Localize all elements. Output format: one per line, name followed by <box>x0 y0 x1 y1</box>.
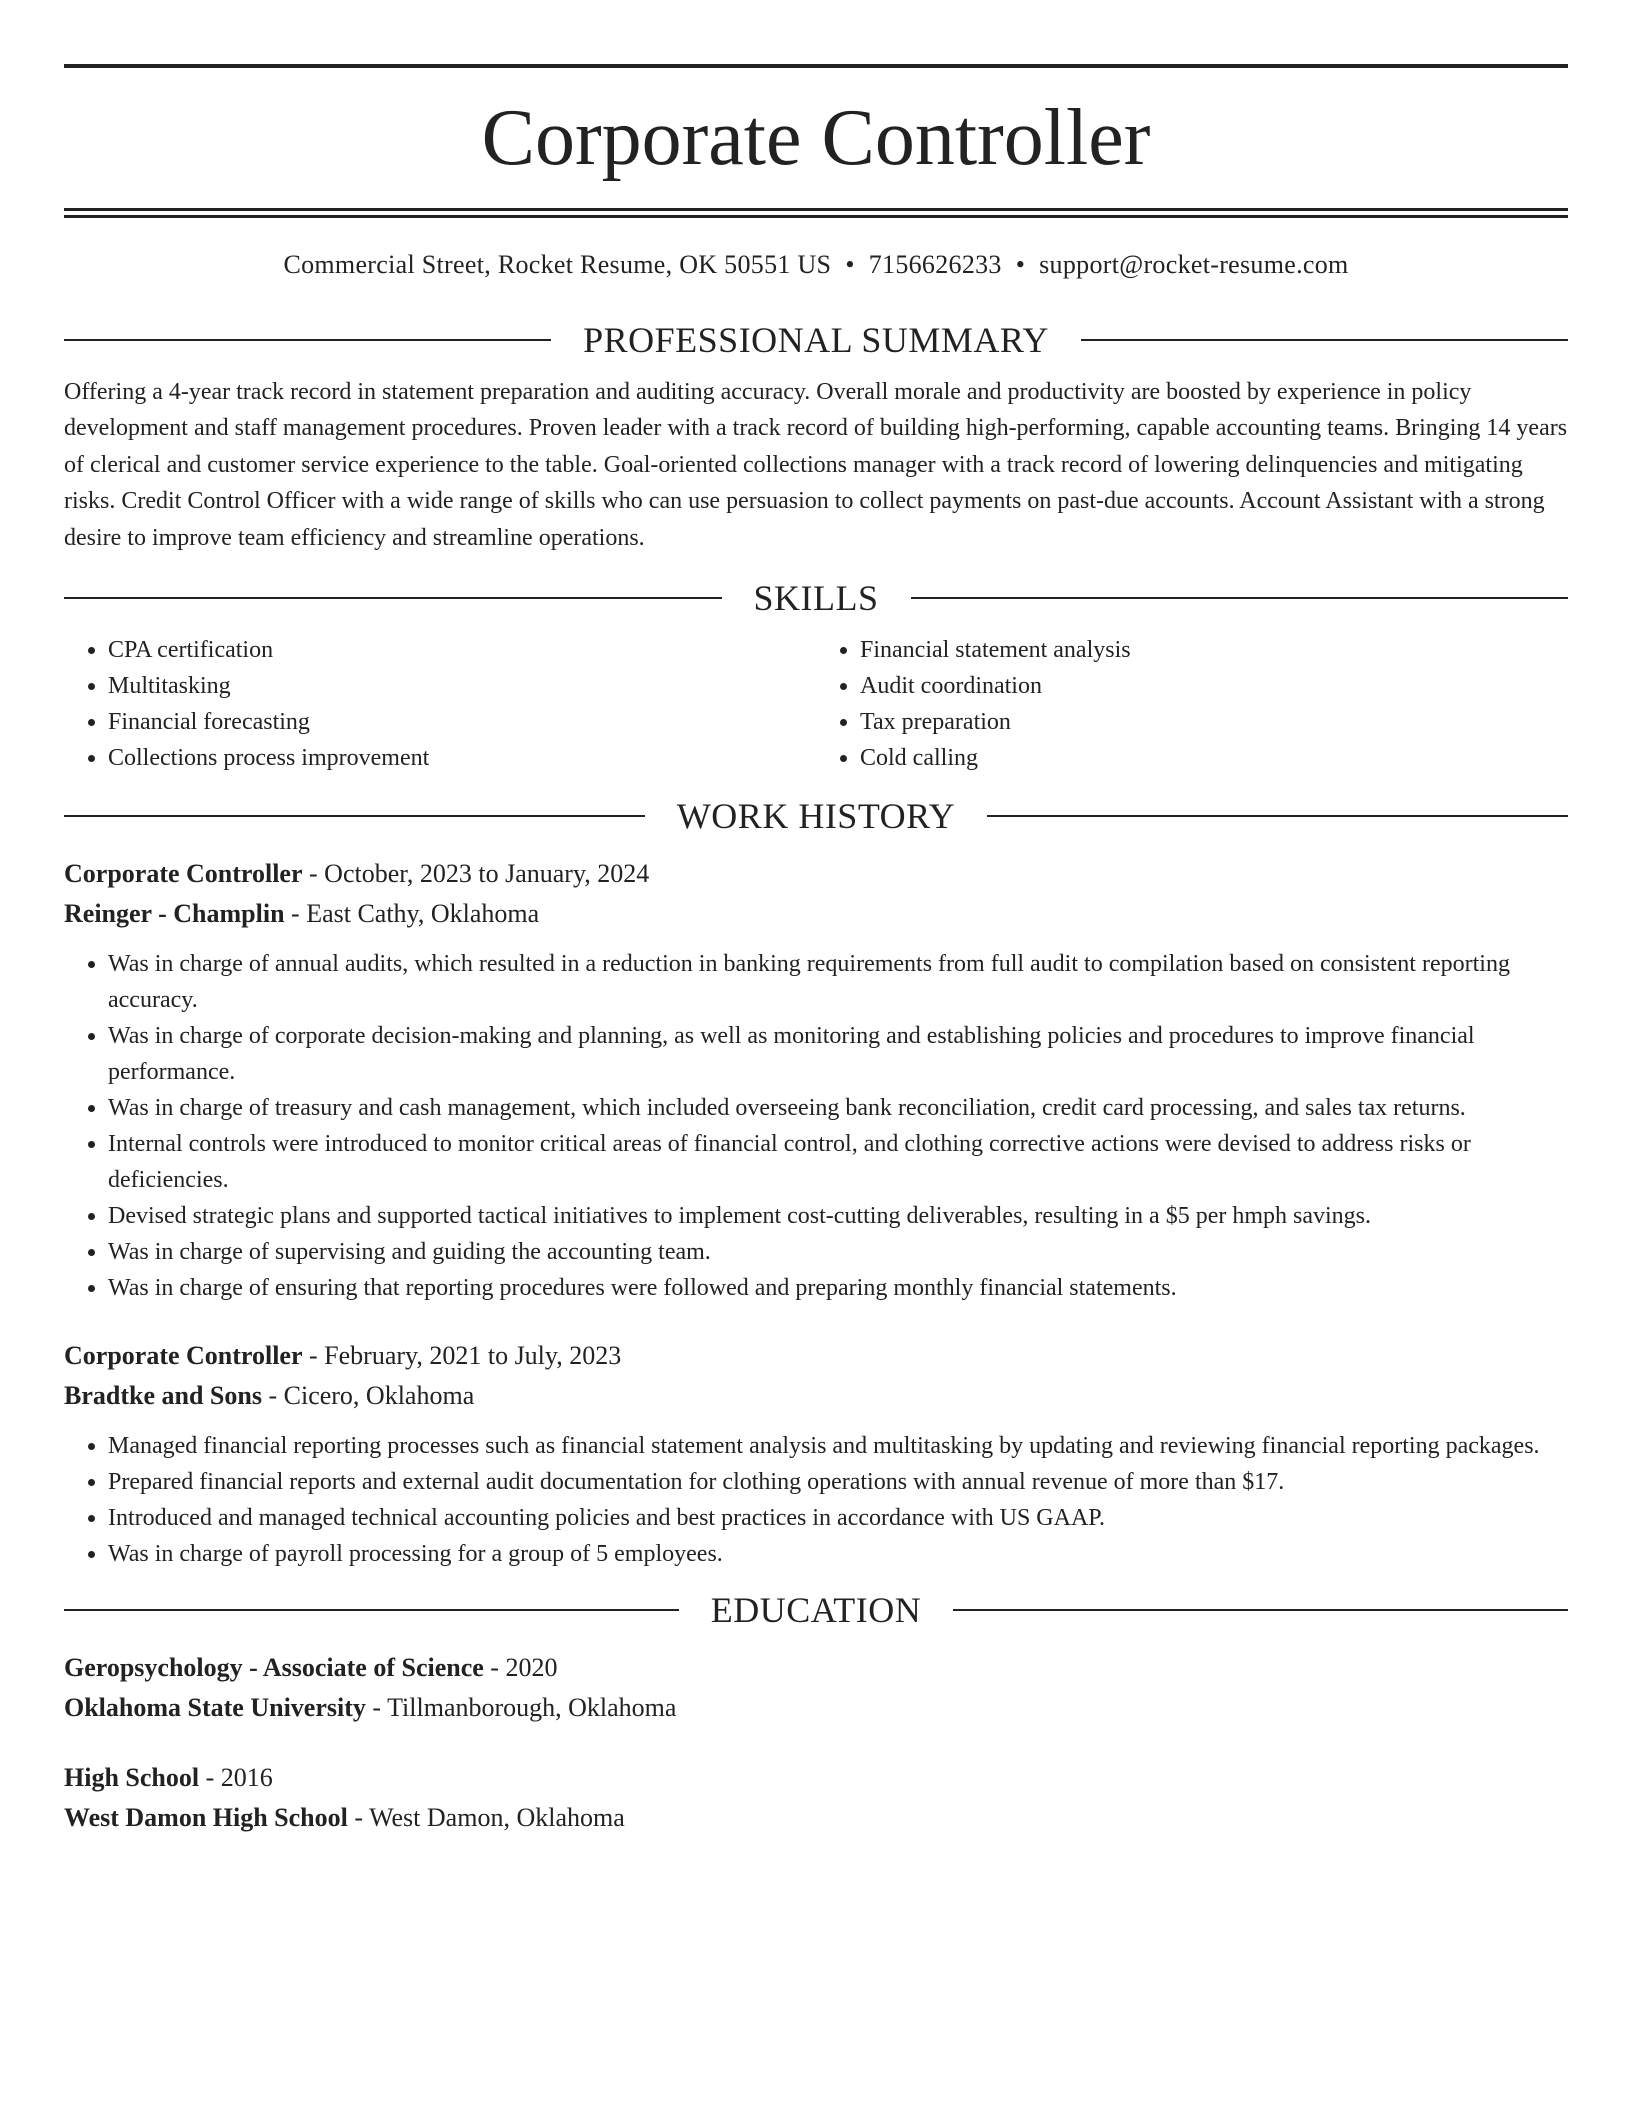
education-heading <box>64 1588 1568 1632</box>
resume-page <box>64 64 1568 1838</box>
job-company: Reinger - Champlin <box>64 899 285 929</box>
heading-rule <box>64 1609 679 1611</box>
education-school-line <box>64 1688 1568 1728</box>
education-degree: High School <box>64 1763 200 1793</box>
job-bullets <box>64 946 1568 1306</box>
job-bullet: • Was in charge of treasury and cash management, which included overseeing bank reconciliation, credit card processing, and sales tax returns. <box>108 1090 1568 1126</box>
resume-name: Corporate Controller <box>481 94 1151 182</box>
contact-line <box>64 250 1568 280</box>
job-location: - Cicero, Oklahoma <box>261 1381 475 1411</box>
education-location: - West Damon, Oklahoma <box>347 1803 625 1833</box>
job-entry <box>64 1336 1568 1572</box>
work-heading <box>64 794 1568 838</box>
job-title-line <box>64 854 1568 894</box>
job-bullet: • Devised strategic plans and supported tactical initiatives to implement cost-cutting deliverables, resulting in a $5 per hmph savings. <box>108 1198 1568 1234</box>
summary-text: Offering a 4-year track record in statement preparation and auditing accuracy. Overall morale and productivity are boosted by experience in policy development and staff management procedures. Proven leader with a track record of building high-performing, capable accounting teams. Bringing 14 years of clerical and customer service experience to the table. Goal-oriented collections manager with a track record of lowering delinquencies and mitigating risks. Credit Control Officer with a wide range of skills who can use persuasion to collect payments on past-due accounts. Account Assistant with a strong desire to improve team efficiency and streamline operations. <box>64 379 1568 551</box>
job-bullet: • Introduced and managed technical accounting policies and best practices in accordance with US GAAP. <box>108 1500 1568 1536</box>
heading-rule <box>987 815 1568 817</box>
education-location: - Tillmanborough, Oklahoma <box>365 1693 677 1723</box>
summary-title: PROFESSIONAL SUMMARY <box>583 320 1049 360</box>
contact-separator: • <box>1015 250 1026 279</box>
contact-address: Commercial Street, Rocket Resume, OK 50551 US <box>283 250 832 279</box>
education-year: - 2016 <box>199 1763 273 1793</box>
heading-rule <box>64 339 551 341</box>
education-year: - 2020 <box>483 1653 558 1683</box>
education-entry <box>64 1648 1568 1728</box>
contact-phone: 7156626233 <box>868 250 1002 279</box>
skill-item: • Collections process improvement <box>108 740 816 776</box>
job-bullet: • Internal controls were introduced to monitor critical areas of financial control, and clothing corrective actions were devised to address risks or deficiencies. <box>108 1126 1568 1198</box>
education-entry <box>64 1758 1568 1838</box>
education-degree-line <box>64 1648 1568 1688</box>
heading-rule <box>1081 339 1568 341</box>
job-entry <box>64 854 1568 1306</box>
job-bullet: • Managed financial reporting processes such as financial statement analysis and multitasking by updating and reviewing financial reporting packages. <box>108 1428 1568 1464</box>
skill-item: • Multitasking <box>108 668 816 704</box>
skills-heading <box>64 576 1568 620</box>
job-location: - East Cathy, Oklahoma <box>284 899 540 929</box>
job-bullet: • Was in charge of supervising and guiding the accounting team. <box>108 1234 1568 1270</box>
skill-item: • CPA certification <box>108 632 816 668</box>
education-school: West Damon High School <box>64 1803 348 1833</box>
skill-item: • Financial statement analysis <box>860 632 1568 668</box>
work-title: WORK HISTORY <box>676 796 956 837</box>
job-dates: - February, 2021 to July, 2023 <box>302 1341 622 1371</box>
education-degree: Geropsychology - Associate of Science <box>64 1653 484 1683</box>
job-dates: - October, 2023 to January, 2024 <box>302 859 650 889</box>
summary-heading <box>64 318 1568 362</box>
job-title-line <box>64 1336 1568 1376</box>
education-school-line <box>64 1798 1568 1838</box>
job-bullet: • Was in charge of annual audits, which resulted in a reduction in banking requirements from full audit to compilation based on consistent reporting accuracy. <box>108 946 1568 1018</box>
job-company: Bradtke and Sons <box>64 1381 262 1411</box>
skills-list <box>64 632 1568 776</box>
job-bullet: • Was in charge of payroll processing for a group of 5 employees. <box>108 1536 1568 1572</box>
skill-item: • Audit coordination <box>860 668 1568 704</box>
skills-title: SKILLS <box>753 578 879 619</box>
skill-item: • Tax preparation <box>860 704 1568 740</box>
job-company-line <box>64 1376 1568 1416</box>
contact-separator: • <box>845 250 855 279</box>
contact-email: support@rocket-resume.com <box>1039 250 1349 279</box>
job-title: Corporate Controller <box>64 1341 303 1371</box>
education-school: Oklahoma State University <box>64 1693 366 1723</box>
heading-rule <box>64 597 722 599</box>
top-rule <box>64 64 1568 68</box>
double-rule <box>64 208 1568 218</box>
job-bullets <box>64 1428 1568 1572</box>
heading-rule <box>911 597 1569 599</box>
education-degree-line <box>64 1758 1568 1798</box>
job-company-line <box>64 894 1568 934</box>
skills-column-right <box>816 632 1568 776</box>
skills-column-left <box>64 632 816 776</box>
heading-rule <box>953 1609 1568 1611</box>
skill-item: • Cold calling <box>860 740 1568 776</box>
job-bullet: • Was in charge of corporate decision-making and planning, as well as monitoring and establishing policies and procedures to improve financial performance. <box>108 1018 1568 1090</box>
skill-item: • Financial forecasting <box>108 704 816 740</box>
job-title: Corporate Controller <box>64 859 303 889</box>
heading-rule <box>64 815 645 817</box>
job-bullet: • Prepared financial reports and external audit documentation for clothing operations with annual revenue of more than $17. <box>108 1464 1568 1500</box>
job-bullet: • Was in charge of ensuring that reporting procedures were followed and preparing monthly financial statements. <box>108 1270 1568 1306</box>
education-title: EDUCATION <box>710 1590 922 1631</box>
